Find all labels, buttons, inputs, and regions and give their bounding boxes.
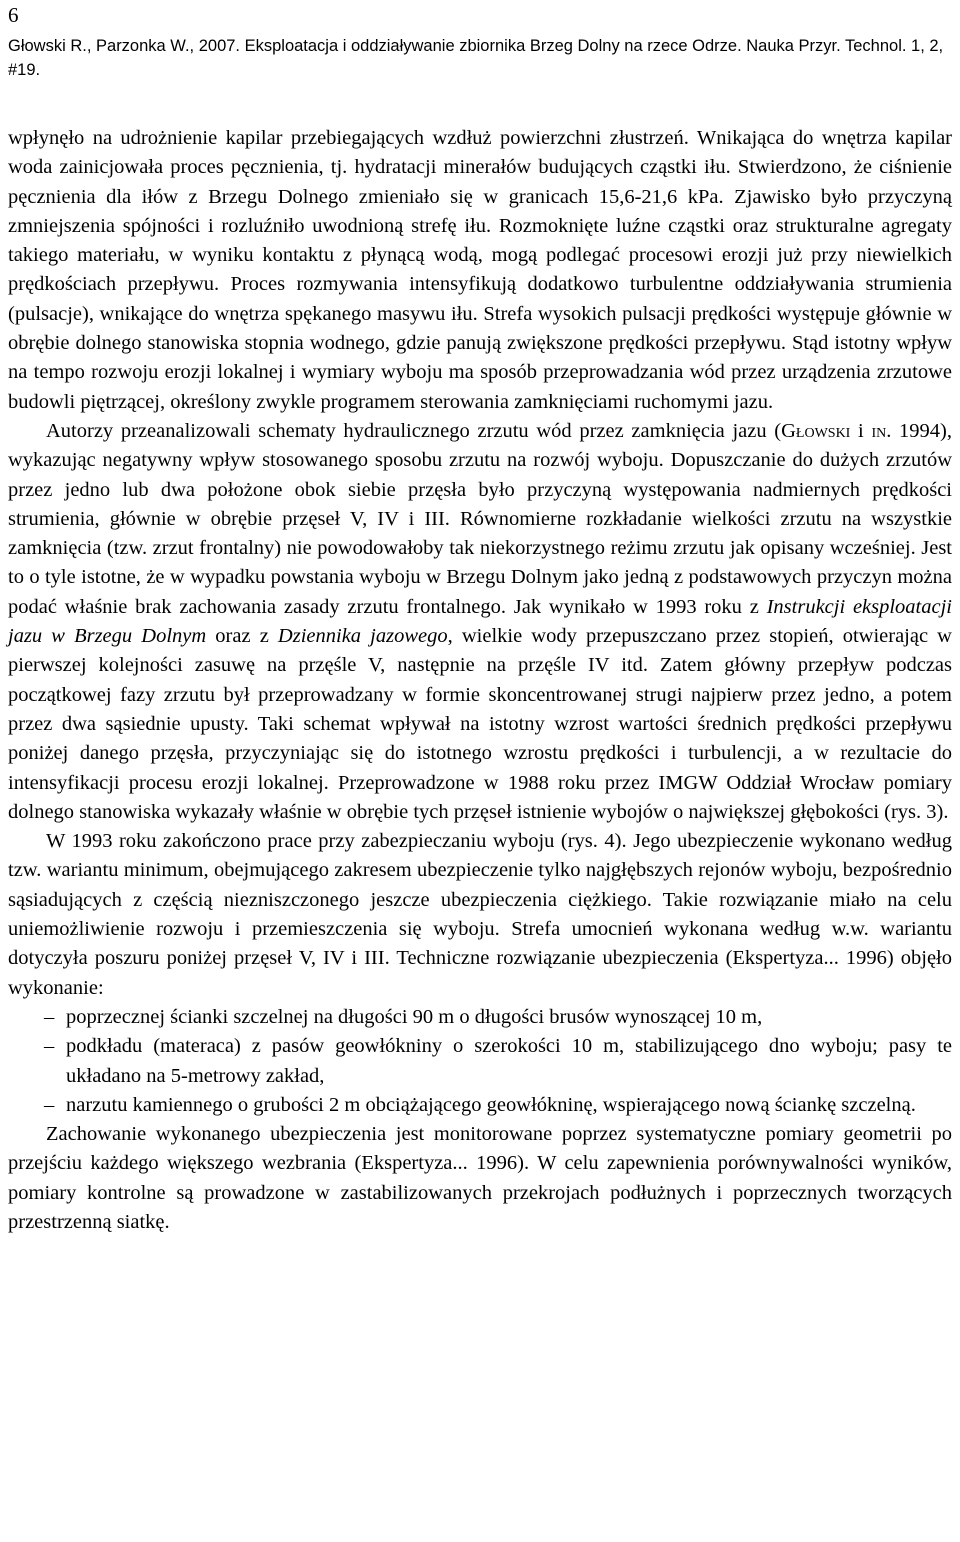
list-item-text: poprzecznej ścianki szczelnej na długości 90 m o długości brusów wynoszącej 10 m, (66, 1005, 763, 1028)
list-item (8, 1003, 952, 1032)
paragraph-2-text-c: oraz z (206, 625, 278, 648)
paragraph-2-text-d: , wielkie wody przepuszczano przez stopień, otwierając w pierwszej kolejności zasuwę na przęśle V, następnie na przęśle IV itd. Zatem główny przepływ podczas początkowej fazy zrzutu był przeprowadzany w formie skoncentrowanej strugi najpierw przez jedno, a potem przez dwa sąsiednie upusty. Taki schemat wpływał na istotny wzrost wartości średnich prędkości przepływu poniżej danego przęsła, przyczyniając się do istotnego wzrostu prędkości i turbulencji, a w rezultacie do intensyfikacji procesu erozji lokalnej. Przeprowadzone w 1988 roku przez IMGW Oddział Wrocław pomiary dolnego stanowiska wykazały właśnie w obrębie tych przęseł istnienie wybojów o największej głębokości (rys. 3). (8, 625, 952, 823)
paragraph-2-text-a: Autorzy przeanalizowali schematy hydraulicznego zrzutu wód przez zamknięcia jazu ( (46, 419, 782, 442)
page-number: 6 (8, 3, 19, 27)
list-item (8, 1032, 952, 1091)
paragraph-2 (8, 417, 952, 827)
paragraph-1 (8, 124, 952, 417)
dash-bullet: – (44, 1005, 55, 1028)
paragraph-1-text: wpłynęło na udrożnienie kapilar przebiegających wzdłuż powierzchni złustrzeń. Wnikająca do wnętrza kapilar woda zainicjowała proces pęcznienia, tj. hydratacji minerałów budujących cząstki iłu. Stwierdzono, że ciśnienie pęcznienia dla iłów z Brzegu Dolnego zmieniało się w granicach 15,6-21,6 kPa. Zjawisko było przyczyną zmniejszenia spójności i rozluźniło uwodnioną strefę iłu. Rozmoknięte luźne cząstki oraz strukturalne agregaty takiego materiału, w wyniku kontaktu z płynącą wodą, mogą podlegać procesowi erozji już przy niewielkich prędkościach przepływu. Proces rozmywania intensyfikują dodatkowo turbulentne oddziaływania strumienia (pulsacje), wnikające do wnętrza spękanego masywu iłu. Strefa wysokich pulsacji prędkości występuje głównie w obrębie dolnego stanowiska stopnia wodnego, gdzie panują zwiększone prędkości przepływu. Stąd istotny wpływ na tempo rozwoju erozji lokalnej i wymiary wyboju ma sposób przeprowadzania wód przez urządzenia zrzutowe budowli piętrzącej, określony zwykle programem sterowania zamknięciami ruchomymi jazu. (8, 127, 952, 413)
works-list (8, 1003, 952, 1120)
journal-title: Dziennika jazowego (277, 625, 448, 648)
author-citation: Głowski (781, 419, 851, 442)
in-citation: in (871, 419, 887, 442)
paragraph-3 (8, 827, 952, 1003)
paragraph-4-text: Zachowanie wykonanego ubezpieczenia jest monitorowane poprzez systematyczne pomiary geometrii po przejściu każdego większego wezbrania (Ekspertyza... 1996). W celu zapewnienia porównywalności wyników, pomiary kontrolne są prowadzone w zastabilizowanych przekrojach podłużnych i poprzecznych tworzących przestrzenną siatkę. (8, 1123, 952, 1233)
dash-bullet: – (44, 1093, 55, 1116)
paragraph-4 (8, 1120, 952, 1237)
dash-bullet: – (44, 1035, 55, 1058)
paragraph-2-text-b: . 1994), wykazując negatywny wpływ stosowanego sposobu zrzutu na rozwój wyboju. Dopuszczanie do dużych zrzutów przez jedno lub dwa położone obok siebie przęsła było przyczyną występowania nadmiernych prędkości strumienia, głównie w obrębie przęseł V, IV i III. Równomierne rozkładanie wielkości zrzutu na wszystkie zamknięcia (tzw. zrzut frontalny) nie powodowałoby tak niekorzystnego reżimu zrzutu jak opisany wcześniej. Jest to o tyle istotne, że w wypadku powstania wyboju w Brzegu Dolnym jako jedną z podstawowych przyczyn można podać właśnie brak zachowania zasady zrzutu frontalnego. Jak wynikało w 1993 roku z (8, 419, 952, 618)
citation-header: Głowski R., Parzonka W., 2007. Eksploatacja i oddziaływanie zbiornika Brzeg Dolny na rzece Odrze. Nauka Przyr. Technol. 1, 2, #19. (8, 37, 944, 79)
paragraph-3-text: W 1993 roku zakończono prace przy zabezpieczaniu wyboju (rys. 4). Jego ubezpieczenie wykonano według tzw. wariantu minimum, obejmującego zakresem ubezpieczenie tylko najgłębszych rejonów wyboju, bezpośrednio sąsiadujących z częścią niezniszczonego jeszcze ubezpieczenia ciężkiego. Takie rozwiązanie miało na celu uniemożliwienie rozwoju i przemieszczenia się wyboju. Strefa umocnień wykonana według w.w. wariantu dotyczyła poszuru poniżej przęseł V, IV i III. Techniczne rozwiązanie ubezpieczenia (Ekspertyza... 1996) objęło wykonanie: (8, 830, 952, 999)
list-item-text: podkładu (materaca) z pasów geowłókniny o szerokości 10 m, stabilizującego dno wyboju; pasy te układano na 5-metrowy zakład, (66, 1035, 952, 1087)
list-item-text: narzutu kamiennego o grubości 2 m obciążającego geowłókninę, wspierającego nową ściankę szczelną. (66, 1093, 916, 1116)
article-body (8, 124, 952, 1237)
paragraph-2-text-mid: i (850, 419, 872, 442)
list-item (8, 1091, 952, 1120)
instruction-title: Instrukcji eksploatacji jazu w Brzegu Dolnym (8, 595, 952, 648)
